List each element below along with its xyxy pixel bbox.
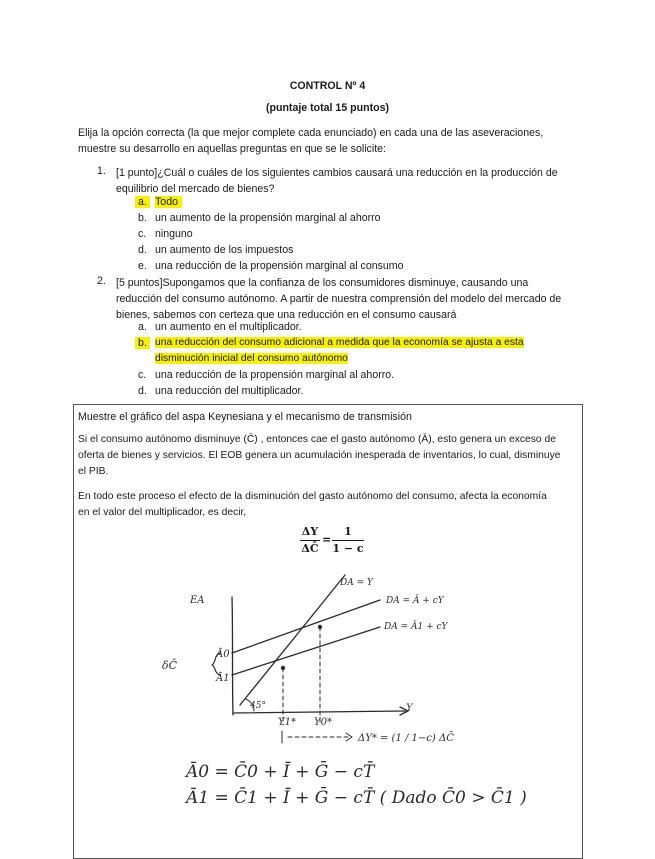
question-1-options bbox=[135, 196, 535, 276]
autonomous-spending-equation-1: Ā1 = C̄1 + Ī + Ḡ − cT̄ ( Dado C̄0 > C̄1 ) bbox=[186, 788, 527, 808]
equilibrium-point-0 bbox=[318, 625, 322, 629]
question-line: [5 puntos]Supongamos que la confianza de los consumidores disminuye, causando una bbox=[116, 277, 529, 289]
multiplier-formula bbox=[300, 525, 370, 559]
answer-paragraph-1 bbox=[78, 432, 561, 480]
page-title: CONTROL Nº 4 bbox=[289, 80, 366, 92]
question-line: reducción del consumo autónomo. A partir de nuestra comprensión del modelo del mercado de bbox=[116, 293, 562, 305]
question-1-text bbox=[116, 165, 558, 197]
equilibrium-point-1 bbox=[281, 666, 285, 670]
x-axis-line bbox=[233, 711, 405, 713]
question-2-text bbox=[116, 275, 561, 323]
y1-label: Y1* bbox=[278, 717, 296, 728]
answer-line: oferta de bienes y servicios. El EOB genera un acumulación inesperada de inventarios, lo cual, disminuye bbox=[78, 450, 561, 461]
answer-paragraph-2 bbox=[78, 489, 547, 521]
instructions-line: muestre su desarrollo en aquellas preguntas en que se le solicite: bbox=[78, 143, 386, 155]
instructions-line: Elija la opción correcta (la que mejor complete cada enunciado) en cada una de las aseveraciones, bbox=[78, 127, 544, 139]
option-letter: b. bbox=[135, 337, 150, 349]
option-b[interactable] bbox=[135, 212, 535, 228]
da-upper-label: DA = Ā + cY bbox=[386, 596, 444, 606]
option-c[interactable] bbox=[135, 228, 535, 244]
option-letter: e. bbox=[138, 260, 147, 272]
formula-numerator-left: ΔY bbox=[301, 525, 319, 538]
y0-label: Y0* bbox=[314, 717, 332, 728]
question-1-number: 1. bbox=[97, 165, 106, 177]
demand-line-lower bbox=[232, 627, 380, 675]
answer-heading: Muestre el gráfico del aspa Keynesiana y el mecanismo de transmisión bbox=[78, 411, 412, 423]
option-text: ninguno bbox=[155, 228, 193, 240]
demand-line-upper bbox=[232, 600, 380, 653]
delta-y-equation: ΔY* = (1 / 1−c) ΔC̄ bbox=[358, 733, 454, 744]
option-text: una reducción de la propensión marginal al ahorro. bbox=[155, 369, 395, 381]
option-letter: d. bbox=[138, 385, 147, 397]
delta-c-label: δC̄ bbox=[162, 659, 178, 672]
answer-line: Si el consumo autónomo disminuye (C̄) , entonces cae el gasto autónomo (Ā), esto genera un exceso de bbox=[78, 434, 556, 445]
answer-line: En todo este proceso el efecto de la disminución del gasto autónomo del consumo, afecta la economía bbox=[78, 491, 547, 502]
option-letter: d. bbox=[138, 244, 147, 256]
ea-label: EA bbox=[190, 595, 205, 606]
option-letter: c. bbox=[138, 228, 147, 240]
option-letter: b. bbox=[138, 212, 147, 224]
question-line: bienes, sabemos con certeza que una reducción en el consumo causará bbox=[116, 309, 457, 321]
instructions bbox=[78, 125, 543, 157]
option-a[interactable] bbox=[135, 196, 535, 212]
y-axis-line bbox=[232, 597, 233, 715]
option-letter: a. bbox=[135, 196, 150, 208]
option-text: una reducción del multiplicador. bbox=[155, 385, 304, 397]
option-d[interactable] bbox=[135, 244, 535, 260]
y-axis-label: Y bbox=[406, 703, 413, 714]
da-lower-label: DA = Ā1 + cY bbox=[384, 622, 448, 632]
option-text: un aumento de la propensión marginal al ahorro bbox=[155, 212, 381, 224]
page-subtitle: (puntaje total 15 puntos) bbox=[265, 102, 389, 114]
forty-five-degree-line bbox=[240, 575, 345, 705]
option-text: una reducción del consumo adicional a medida que la economía se ajusta a esta bbox=[155, 337, 524, 348]
question-2-options bbox=[135, 321, 555, 401]
formula-denominator-left: ΔC̄ bbox=[301, 542, 319, 555]
question-2-number: 2. bbox=[97, 275, 106, 287]
option-a[interactable] bbox=[135, 321, 555, 337]
option-text: Todo bbox=[155, 196, 182, 208]
answer-line: el PIB. bbox=[78, 466, 109, 477]
answer-line: en el valor del multiplicador, es decir, bbox=[78, 507, 247, 518]
formula-numerator-right: 1 bbox=[344, 525, 352, 538]
a0-label: Ā0 bbox=[216, 649, 230, 660]
option-d[interactable] bbox=[135, 385, 555, 401]
option-e[interactable] bbox=[135, 260, 535, 276]
option-b[interactable] bbox=[135, 337, 555, 369]
option-letter: a. bbox=[138, 321, 147, 333]
forty-five-label: DA = Y bbox=[340, 578, 373, 588]
option-text-continued: disminución inicial del consumo autónomo bbox=[155, 353, 348, 364]
option-text: un aumento de los impuestos bbox=[155, 244, 294, 256]
a1-label: Ā1 bbox=[216, 673, 230, 684]
question-line: [1 punto]¿Cuál o cuáles de los siguientes cambios causará una reducción en la producción de bbox=[116, 167, 558, 179]
option-text: una reducción de la propensión marginal al consumo bbox=[155, 260, 404, 272]
autonomous-spending-equation-0: Ā0 = C̄0 + Ī + Ḡ − cT̄ bbox=[186, 762, 375, 782]
option-letter: c. bbox=[138, 369, 147, 381]
option-c[interactable] bbox=[135, 369, 555, 385]
option-text: un aumento en el multiplicador. bbox=[155, 321, 302, 333]
question-line: equilibrio del mercado de bienes? bbox=[116, 183, 275, 195]
angle-label: 45° bbox=[250, 701, 266, 711]
keynesian-cross-sketch bbox=[150, 565, 470, 760]
formula-equals: = bbox=[322, 533, 332, 546]
formula-denominator-right: 1 − c bbox=[332, 542, 364, 555]
